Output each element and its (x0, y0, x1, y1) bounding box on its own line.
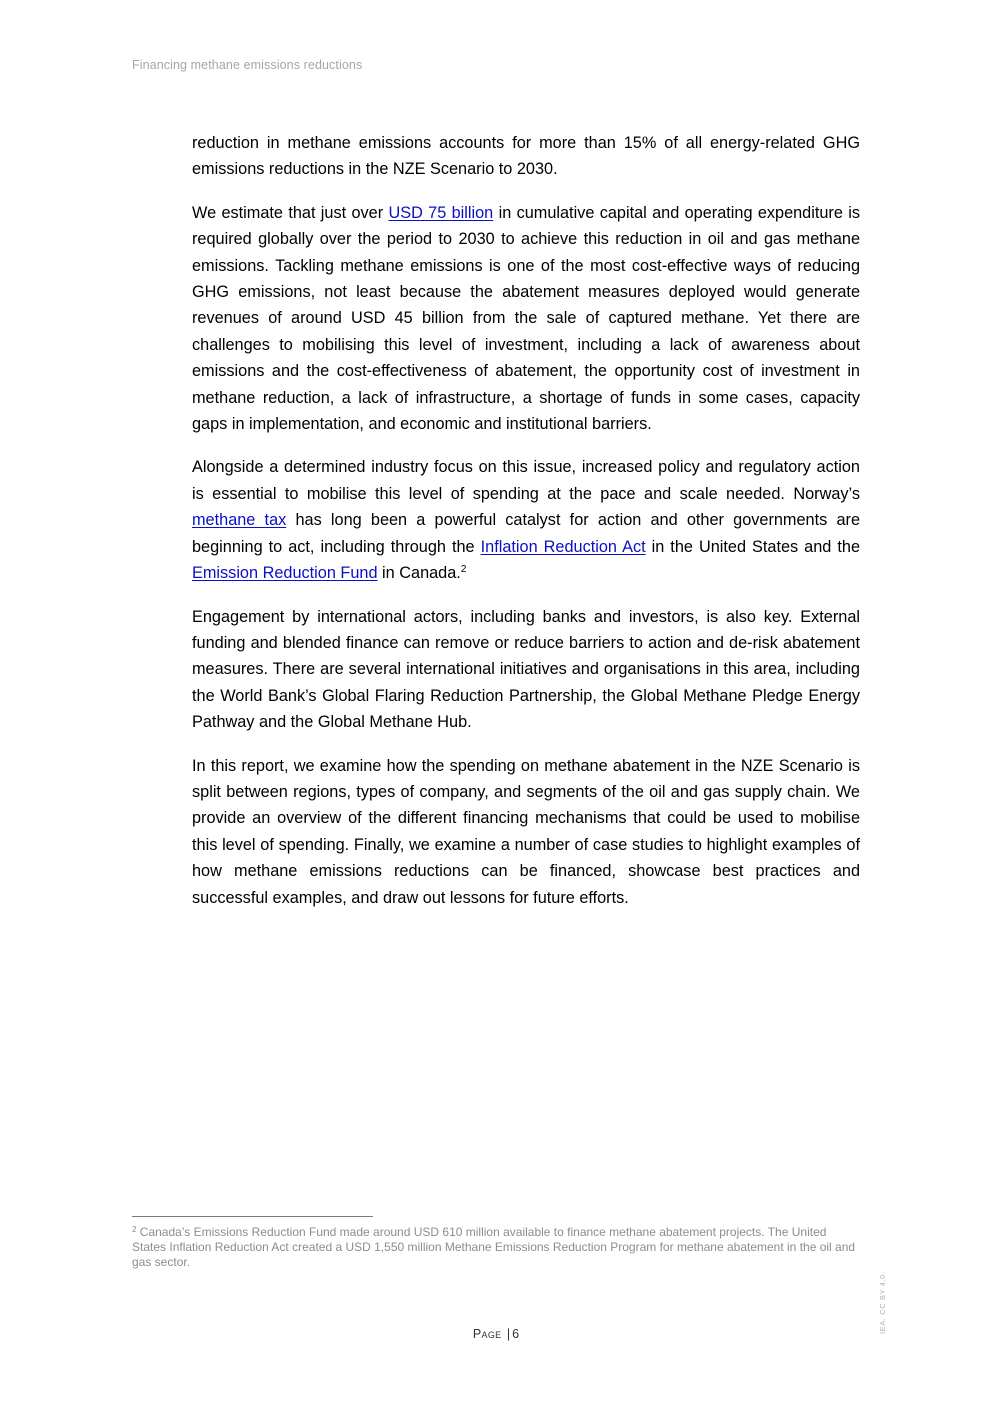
paragraph-3 (192, 454, 860, 586)
footnote-marker: 2 (132, 1225, 137, 1234)
license-notice: IEA. CC BY 4.0. (878, 1271, 887, 1334)
paragraph-3-text-pre: Alongside a determined industry focus on this issue, increased policy and regulatory action is essential to mobilise this level of spending at the pace and scale needed. Norway’s (192, 458, 860, 503)
paragraph-2-text-post: in cumulative capital and operating expenditure is required globally over the period to 2030 to achieve this reduction in oil and gas methane emissions. Tackling methane emissions is one of the most cost-effective ways of reducing GHG emissions, not least because the abatement measures deployed would generate revenues of around USD 45 billion from the sale of captured methane. Yet there are challenges to mobilising this level of investment, including a lack of awareness about emissions and the cost-effectiveness of abatement, the opportunity cost of investment in methane reduction, a lack of infrastructure, a shortage of funds in some cases, capacity gaps in implementation, and economic and institutional barriers. (192, 203, 860, 434)
paragraph-3-text-mid2: in the United States and the (645, 537, 860, 556)
paragraph-5: In this report, we examine how the spending on methane abatement in the NZE Scenario is split between regions, types of company, and segments of the oil and gas supply chain. We provide an overview of the different financing mechanisms that could be used to mobilise this level of spending. Finally, we examine a number of case studies to highlight examples of how methane emissions reductions can be financed, showcase best practices and successful examples, and draw out lessons for future efforts. (192, 756, 860, 907)
link-methane-tax[interactable]: methane tax (192, 511, 287, 530)
link-inflation-reduction-act[interactable]: Inflation Reduction Act (480, 537, 646, 556)
footnote-text: Canada’s Emissions Reduction Fund made around USD 610 million available to finance methane abatement projects. The United States Inflation Reduction Act created a USD 1,550 million Methane Emissions Reduction Program for methane abatement in the oil and gas sector. (132, 1225, 856, 1269)
paragraph-2 (192, 200, 860, 438)
link-usd-75-billion[interactable]: USD 75 billion (388, 203, 494, 222)
page-separator: | (506, 1327, 511, 1341)
paragraph-1: reduction in methane emissions accounts for more than 15% of all energy-related GHG emissions reductions in the NZE Scenario to 2030. (192, 134, 860, 179)
page-footer (0, 1327, 992, 1341)
link-emission-reduction-fund[interactable]: Emission Reduction Fund (192, 564, 378, 583)
body-text (192, 130, 860, 928)
page-number: 6 (512, 1327, 520, 1341)
running-header-title: Financing methane emissions reductions (132, 58, 363, 72)
footnote (132, 1225, 862, 1270)
paragraph-3-text-mid1: has long been a powerful catalyst for action and other governments are beginning to act, including through the (192, 511, 860, 556)
page-label: Page (472, 1327, 502, 1341)
paragraph-2-text-pre: We estimate that just over (192, 203, 389, 222)
footnote-reference[interactable]: 2 (460, 564, 467, 576)
paragraph-4: Engagement by international actors, including banks and investors, is also key. External funding and blended finance can remove or reduce barriers to action and de-risk abatement measures. There are several international initiatives and organisations in this area, including the World Bank’s Global Flaring Reduction Partnership, the Global Methane Pledge Energy Pathway and the Global Methane Hub. (192, 607, 860, 732)
footnote-divider (132, 1216, 373, 1217)
paragraph-3-text-post: in Canada. (377, 564, 461, 583)
